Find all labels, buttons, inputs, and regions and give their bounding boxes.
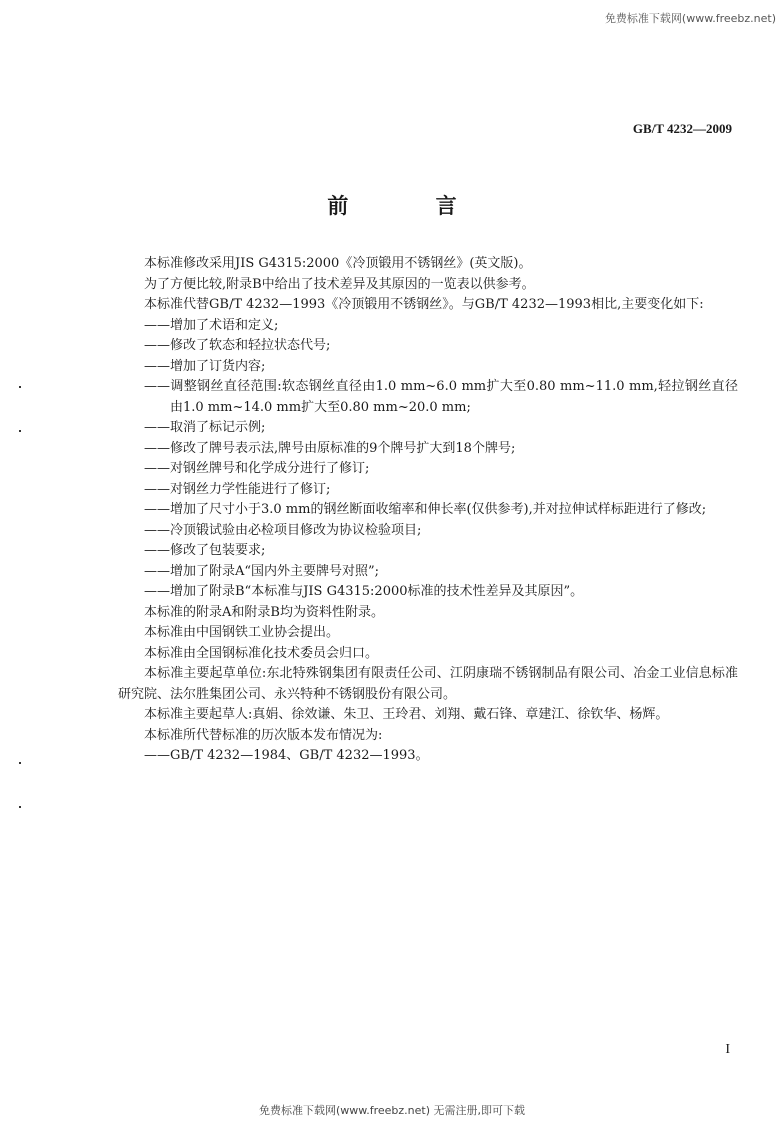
change-item: ——增加了术语和定义; <box>144 317 279 333</box>
change-item: ——修改了牌号表示法,牌号由原标准的9个牌号扩大到18个牌号; <box>144 440 516 456</box>
page-title: 前 言 <box>327 193 497 218</box>
closing-paragraph: 本标准由中国钢铁工业协会提出。 <box>144 625 340 640</box>
change-item: ——增加了订货内容; <box>144 358 266 374</box>
watermark-top: 免费标准下载网(www.freebz.net) <box>604 12 776 25</box>
scan-speck <box>19 806 21 808</box>
watermark-bottom: 免费标准下载网(www.freebz.net) 无需注册,即可下载 <box>258 1104 526 1117</box>
closing-paragraph: 本标准主要起草单位:东北特殊钢集团有限责任公司、江阴康瑞不锈钢制品有限公司、冶金工业信息标准研究院、法尔胜集团公司、永兴特种不锈钢股份有限公司。 <box>118 666 738 702</box>
page-number: I <box>725 1042 730 1057</box>
change-item: ——增加了附录A“国内外主要牌号对照”; <box>144 563 380 579</box>
closing-paragraph: 本标准主要起草人:真娟、徐效谦、朱卫、王玲君、刘翔、戴石锋、章建江、徐钦华、杨辉。 <box>144 707 669 722</box>
scan-speck <box>19 430 21 432</box>
change-item: ——对钢丝力学性能进行了修订; <box>144 481 331 497</box>
change-item: ——增加了附录B“本标准与JIS G4315:2000标准的技术性差异及其原因”。 <box>144 584 584 599</box>
intro-paragraph: 本标准修改采用JIS G4315:2000《冷顶锻用不锈钢丝》(英文版)。 <box>144 256 532 271</box>
intro-paragraph: 为了方便比较,附录B中给出了技术差异及其原因的一览表以供参考。 <box>144 276 535 292</box>
change-item: ——修改了软态和轻拉状态代号; <box>144 338 331 353</box>
change-item: ——取消了标记示例; <box>144 420 266 435</box>
closing-paragraph: 本标准由全国钢标准化技术委员会归口。 <box>144 645 379 661</box>
document-body <box>118 254 738 767</box>
scan-speck <box>19 386 21 388</box>
change-item: ——调整钢丝直径范围:软态钢丝直径由1.0 mm~6.0 mm扩大至0.80 mm~11.0 mm,轻拉钢丝直径由1.0 mm~14.0 mm扩大至0.80 mm~20.0 mm; <box>144 379 738 415</box>
change-item: ——冷顶锻试验由必检项目修改为协议检验项目; <box>144 522 422 538</box>
change-item: ——修改了包装要求; <box>144 543 266 558</box>
intro-paragraph: 本标准代替GB/T 4232—1993《冷顶锻用不锈钢丝》。与GB/T 4232—1993相比,主要变化如下: <box>144 297 704 312</box>
scan-speck <box>19 762 21 764</box>
history-item: ——GB/T 4232—1984、GB/T 4232—1993。 <box>144 748 429 763</box>
standard-code: GB/T 4232—2009 <box>632 121 732 136</box>
change-item: ——对钢丝牌号和化学成分进行了修订; <box>144 461 370 476</box>
change-item: ——增加了尺寸小于3.0 mm的钢丝断面收缩率和伸长率(仅供参考),并对拉伸试样标距进行了修改; <box>144 502 707 517</box>
closing-paragraph: 本标准的附录A和附录B均为资料性附录。 <box>144 604 384 620</box>
closing-paragraph: 本标准所代替标准的历次版本发布情况为: <box>144 727 383 743</box>
